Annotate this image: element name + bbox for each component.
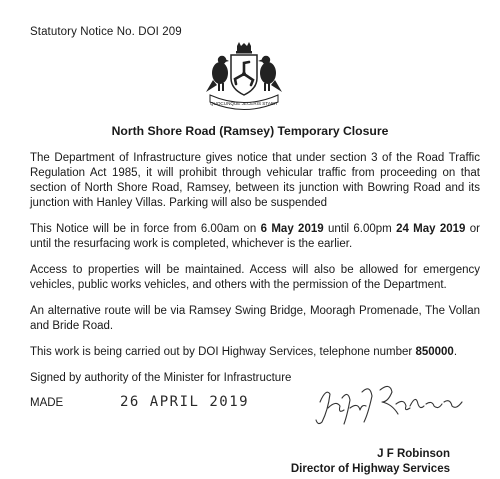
notice-title: North Shore Road (Ramsey) Temporary Closure — [111, 124, 389, 138]
made-date-stamp: 26 APRIL 2019 — [120, 394, 250, 410]
end-date: 24 May 2019 — [396, 223, 466, 235]
paragraph-contact: This work is being carried out by DOI Highway Services, telephone number 850000. — [30, 346, 458, 358]
isle-of-man-crest-icon — [196, 42, 292, 112]
paragraph-access: Access to properties will be maintained. Access will also be allowed for emergency vehicles, public works vehicles, and others with the permission of the Department. — [30, 264, 480, 291]
paragraph-dates: This Notice will be in force from 6.00am on 6 May 2019 until 6.00pm 24 May 2019 or until the resurfacing work is completed, whichever is the earlier. — [30, 223, 480, 250]
notice-body — [30, 151, 480, 394]
crest-motto: QUOCUNQUE JECERIS STABIT — [209, 101, 279, 106]
paragraph-authority: Signed by authority of the Minister for Infrastructure — [30, 372, 292, 384]
start-date: 6 May 2019 — [260, 223, 324, 235]
signer-role: Director of Highway Services — [290, 463, 450, 475]
notice-number: Statutory Notice No. DOI 209 — [30, 26, 182, 38]
telephone-number: 850000 — [415, 346, 454, 358]
signer-block — [291, 447, 450, 477]
signature-image — [300, 380, 470, 430]
paragraph-alternative-route: An alternative route will be via Ramsey Swing Bridge, Mooragh Promenade, The Vollan and Bride Road. — [30, 305, 480, 332]
made-label: MADE — [30, 397, 64, 409]
signer-name: J F Robinson — [377, 448, 450, 460]
paragraph-prohibition: The Department of Infrastructure gives notice that under section 3 of the Road Traffic Regulation Act 1985, it will prohibit through vehicular traffic from proceeding on that section of North Shore Road, Ramsey, between its junction with Bowring Road and its junction with Hanley Villas. Parking will also be suspended — [30, 152, 480, 209]
